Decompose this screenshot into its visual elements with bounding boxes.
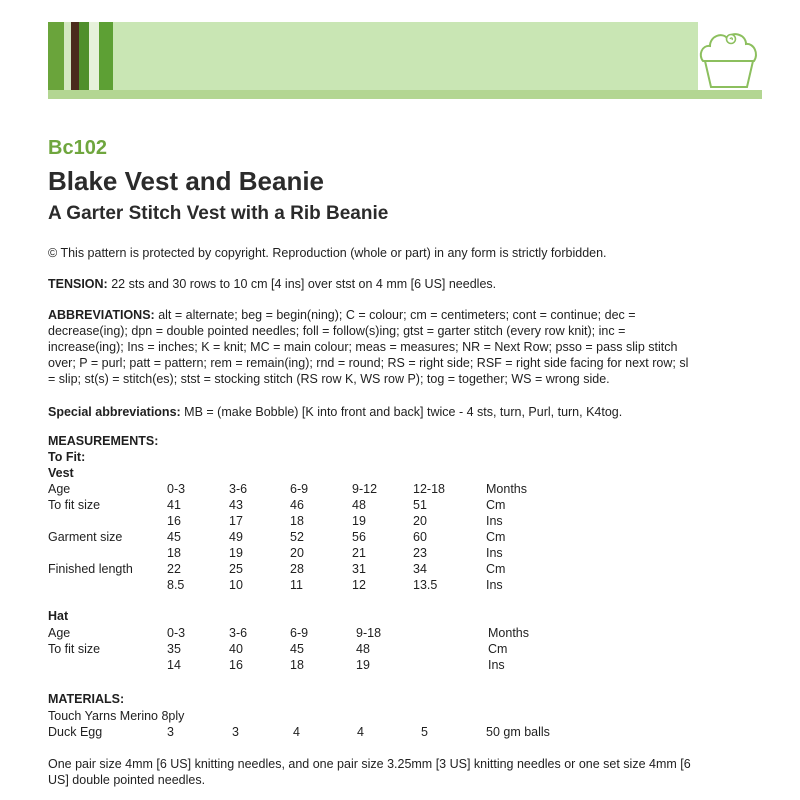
measurements-heading: MEASUREMENTS: <box>48 434 159 448</box>
tension-paragraph <box>48 276 760 292</box>
table-cell: Cm <box>488 642 508 656</box>
cupcake-icon <box>696 25 762 91</box>
table-cell: 20 <box>413 514 427 528</box>
row-label: Finished length <box>48 562 133 576</box>
table-cell: 17 <box>229 514 243 528</box>
yarn-name: Touch Yarns Merino 8ply <box>48 709 185 723</box>
table-cell: 21 <box>352 546 366 560</box>
banner-fill <box>48 22 698 90</box>
copyright-notice: © This pattern is protected by copyright. Reproduction (whole or part) in any form is strictly forbidden. <box>48 246 607 260</box>
table-cell: 6-9 <box>290 482 309 496</box>
table-cell: 4 <box>293 725 300 739</box>
special-abbreviations <box>48 404 760 420</box>
needles-line: US] double pointed needles. <box>48 773 206 787</box>
table-cell: 0-3 <box>167 626 186 640</box>
page-subtitle: A Garter Stitch Vest with a Rib Beanie <box>48 203 389 224</box>
table-cell: 35 <box>167 642 181 656</box>
table-cell: Ins <box>486 546 503 560</box>
table-cell: 19 <box>356 658 370 672</box>
table-cell: 46 <box>290 498 304 512</box>
row-label: To fit size <box>48 498 101 512</box>
abbreviations-label: ABBREVIATIONS: <box>48 308 155 322</box>
table-cell: 3-6 <box>229 482 248 496</box>
table-cell: 12-18 <box>413 482 445 496</box>
table-cell: 23 <box>413 546 427 560</box>
table-cell: 9-12 <box>352 482 378 496</box>
banner-stripe <box>99 22 113 90</box>
table-cell: Ins <box>486 514 503 528</box>
table-cell: 8.5 <box>167 578 185 592</box>
table-cell: 13.5 <box>413 578 438 592</box>
table-cell: Cm <box>486 498 506 512</box>
table-cell: 11 <box>290 578 303 592</box>
abbreviation-line: decrease(ing); dpn = double pointed needles; foll = follow(s)ing; gtst = garter stitch (every row knit); inc = <box>48 324 626 338</box>
abbreviation-line: increase(ing); Ins = inches; K = knit; MC = main colour; meas = measures; NR = Next Row; psso = pass slip stitch <box>48 340 678 354</box>
table-cell: 49 <box>229 530 243 544</box>
abbreviation-line: = slip; st(s) = stitch(es); stst = stocking stitch (RS row K, WS row P); tog = together; WS = wrong side. <box>48 372 610 386</box>
tension-label: TENSION: <box>48 277 108 291</box>
table-cell: 3-6 <box>229 626 248 640</box>
table-cell: 18 <box>167 546 181 560</box>
table-cell: 31 <box>352 562 366 576</box>
abbreviation-line: over; P = purl; patt = pattern; rem = remain(ing); rnd = round; RS = right side; RSF = right side facing for next row; sl <box>48 356 689 370</box>
table-cell: Cm <box>486 530 506 544</box>
row-label: Age <box>48 482 71 496</box>
table-cell: 6-9 <box>290 626 309 640</box>
table-cell: 41 <box>167 498 181 512</box>
table-cell: 48 <box>352 498 366 512</box>
table-cell: 10 <box>229 578 243 592</box>
hat-heading: Hat <box>48 609 69 623</box>
tension-text: 22 sts and 30 rows to 10 cm [4 ins] over stst on 4 mm [6 US] needles. <box>111 277 497 291</box>
table-cell: 16 <box>229 658 243 672</box>
table-cell: Cm <box>486 562 506 576</box>
table-cell: 52 <box>290 530 304 544</box>
table-cell: 19 <box>352 514 366 528</box>
banner-stripe <box>48 22 64 90</box>
table-cell: 51 <box>413 498 427 512</box>
vest-heading: Vest <box>48 466 74 480</box>
special-text: MB = (make Bobble) [K into front and back] twice - 4 sts, turn, Purl, turn, K4tog. <box>184 405 623 419</box>
table-cell: Months <box>486 482 527 496</box>
table-cell: Ins <box>488 658 505 672</box>
needles-paragraph <box>48 756 760 788</box>
table-cell: 19 <box>229 546 243 560</box>
table-cell: 60 <box>413 530 427 544</box>
table-cell: 56 <box>352 530 366 544</box>
banner-underline <box>48 90 762 99</box>
to-fit-heading: To Fit: <box>48 450 86 464</box>
row-label: Garment size <box>48 530 123 544</box>
table-cell: 43 <box>229 498 243 512</box>
table-cell: 12 <box>352 578 366 592</box>
row-label: Age <box>48 626 71 640</box>
banner-stripe <box>79 22 89 90</box>
banner-stripe <box>89 22 99 90</box>
page-title: Blake Vest and Beanie <box>48 166 325 196</box>
special-label: Special abbreviations: <box>48 405 181 419</box>
abbreviations-paragraph <box>48 307 760 387</box>
abbreviation-line: ABBREVIATIONS: alt = alternate; beg = begin(ning); C = colour; cm = centimeters; cont = continue; dec = <box>48 308 636 322</box>
table-cell: 20 <box>290 546 304 560</box>
needles-line: One pair size 4mm [6 US] knitting needles, and one pair size 3.25mm [3 US] knitting needles or one set size 4mm [6 <box>48 757 691 771</box>
table-cell: 18 <box>290 658 304 672</box>
table-cell: 3 <box>232 725 239 739</box>
table-cell: 16 <box>167 514 181 528</box>
table-cell: 25 <box>229 562 243 576</box>
table-cell: 22 <box>167 562 181 576</box>
table-cell: 0-3 <box>167 482 186 496</box>
colour-name: Duck Egg <box>48 725 103 739</box>
table-cell: 9-18 <box>356 626 382 640</box>
banner-stripe <box>64 22 71 90</box>
table-cell: 3 <box>167 725 174 739</box>
table-cell: 34 <box>413 562 427 576</box>
table-cell: Ins <box>486 578 503 592</box>
table-cell: 45 <box>290 642 304 656</box>
table-cell: 18 <box>290 514 304 528</box>
table-cell: 4 <box>357 725 364 739</box>
table-cell: 45 <box>167 530 181 544</box>
table-cell: 5 <box>421 725 428 739</box>
table-cell: 28 <box>290 562 304 576</box>
table-cell: Months <box>488 626 529 640</box>
table-cell: 40 <box>229 642 243 656</box>
table-cell: 50 gm balls <box>486 725 550 739</box>
table-cell: 48 <box>356 642 370 656</box>
header-banner <box>48 22 762 100</box>
row-label: To fit size <box>48 642 101 656</box>
pattern-code: Bc102 <box>48 137 107 159</box>
table-cell: 14 <box>167 658 181 672</box>
materials-heading: MATERIALS: <box>48 692 125 706</box>
banner-stripe <box>71 22 79 90</box>
